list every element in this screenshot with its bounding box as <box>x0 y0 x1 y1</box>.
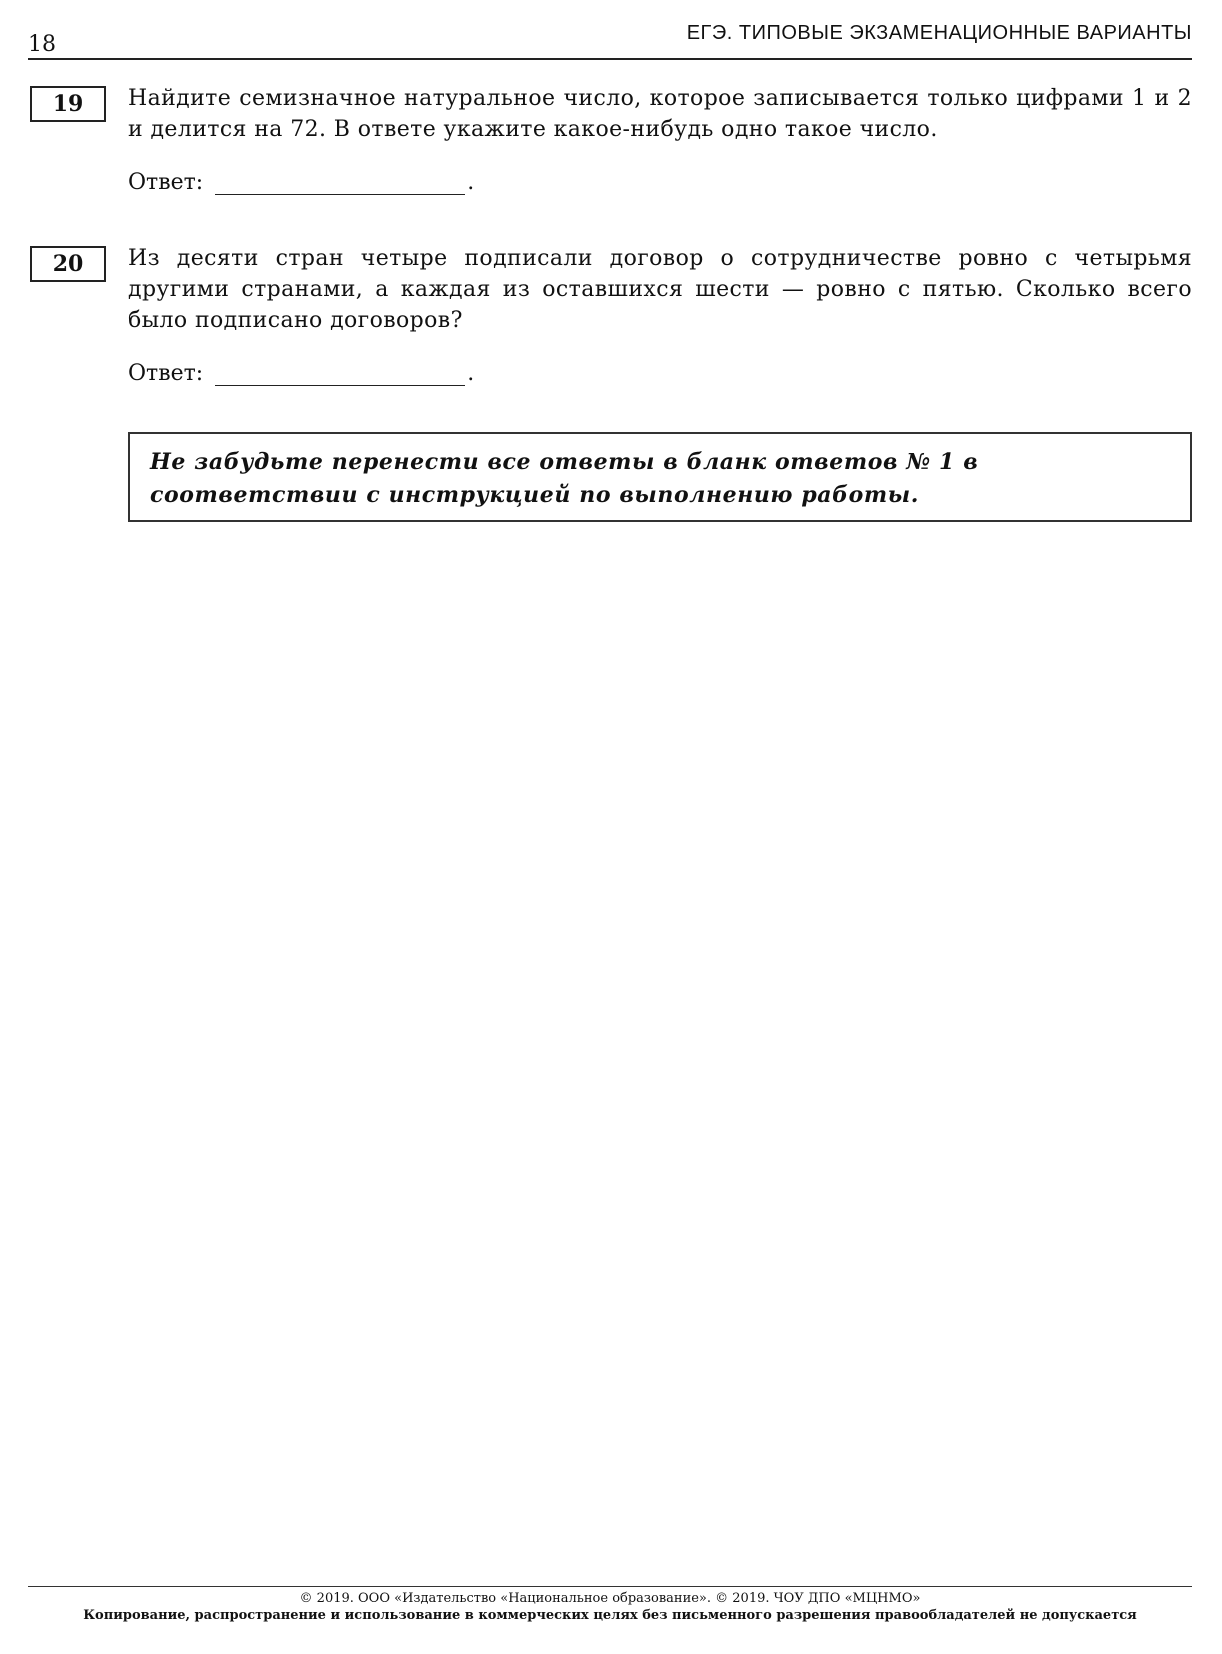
task-body <box>128 83 1192 195</box>
answer-row <box>128 356 1192 386</box>
notice-box <box>128 432 1192 522</box>
page-number: 18 <box>28 32 56 57</box>
task-text: Найдите семизначное натуральное число, которое записывается только цифрами 1 и 2 и делится на 72. В ответе укажите какое-нибудь одно такое число. <box>128 86 1192 142</box>
task-text: Из десяти стран четыре подписали договор о сотрудничестве ровно с четырьмя другими странами, а каждая из оставшихся шести — ровно с пятью. Сколько всего было подписано договоров? <box>128 246 1192 333</box>
task-number: 19 <box>30 86 106 122</box>
answer-row <box>128 165 1192 195</box>
answer-label: Ответ: <box>128 170 204 195</box>
footer-copyright: © 2019. ООО «Издательство «Национальное образование». © 2019. ЧОУ ДПО «МЦНМО» <box>299 1591 921 1606</box>
answer-label: Ответ: <box>128 361 204 386</box>
page-footer <box>28 1586 1192 1624</box>
page-header <box>28 18 1192 60</box>
answer-field[interactable] <box>215 363 465 386</box>
answer-period: . <box>467 361 475 386</box>
task-body <box>128 243 1192 386</box>
answer-period: . <box>467 170 475 195</box>
footer-legal: Копирование, распространение и использование в коммерческих целях без письменного разрешения правообладателей не допускается <box>83 1608 1137 1623</box>
running-title: ЕГЭ. ТИПОВЫЕ ЭКЗАМЕНАЦИОННЫЕ ВАРИАНТЫ <box>686 22 1192 44</box>
answer-field[interactable] <box>215 172 465 195</box>
notice-text: Не забудьте перенести все ответы в бланк ответов № 1 в соответствии с инструкцией по выполнению работы. <box>150 449 979 508</box>
task-number: 20 <box>30 246 106 282</box>
